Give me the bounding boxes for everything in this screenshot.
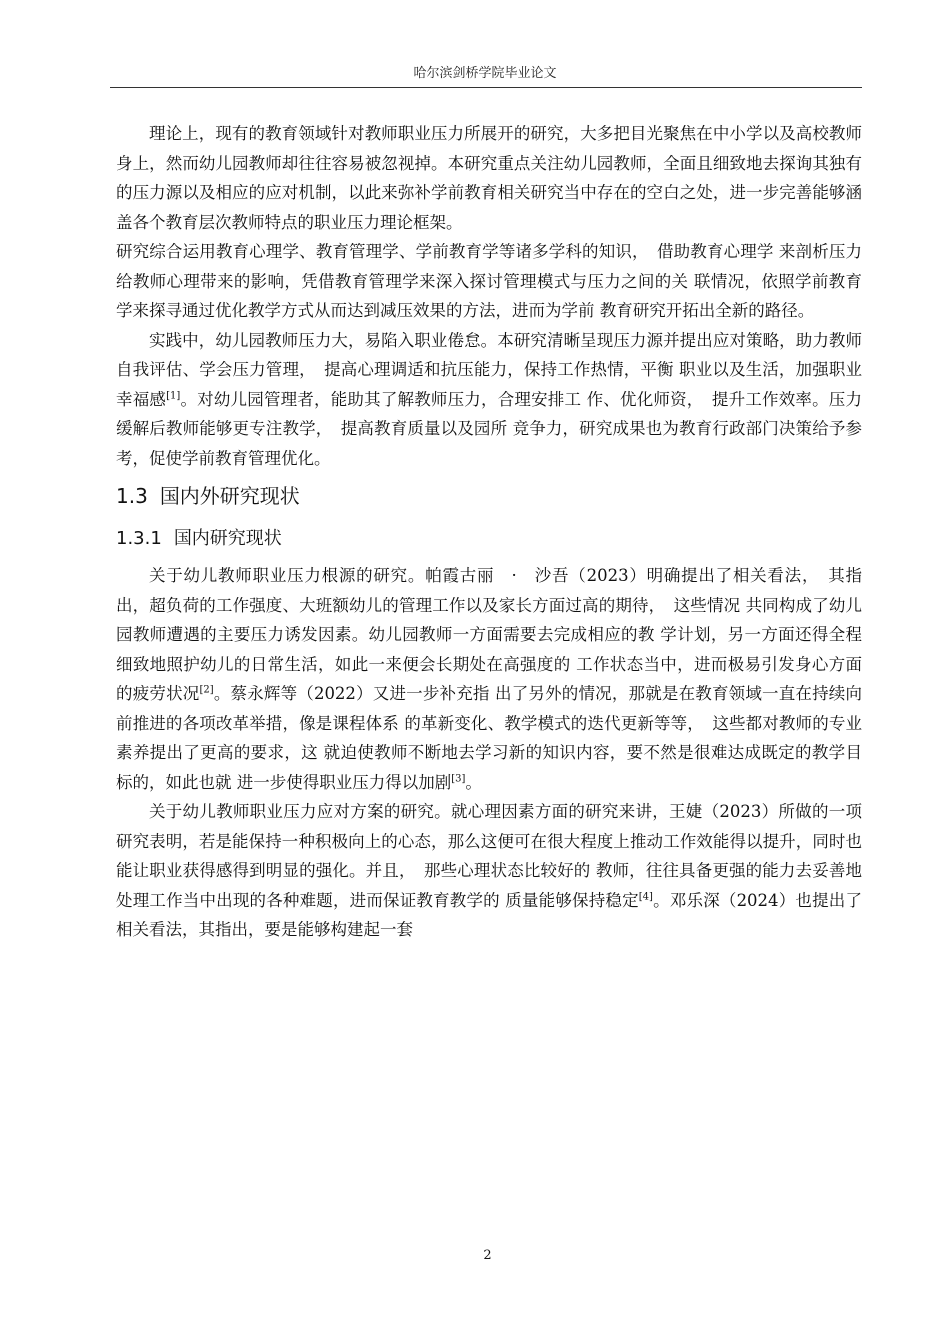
citation-ref: [1] (166, 390, 181, 401)
text-run: 。 (465, 772, 482, 792)
paragraph-interdisciplinary: 研究综合运用教育心理学、教育管理学、学前教育学等诸多学科的知识， 借助教育心理学 来剖析压力给教师心理带来的影响，凭借教育管理学来深入探讨管理模式与压力之间的关 联情况，依照学前教育学来探寻通过优化教学方式从而达到减压效果的方法，进而为学前 教育研究开拓出全新的路径。 (116, 242, 862, 320)
citation-ref: [4] (638, 891, 653, 902)
subsection-title: 国内研究现状 (173, 528, 282, 549)
page-number: 2 (483, 1248, 492, 1263)
paragraph-coping (116, 797, 862, 945)
text-run: 。邓乐深（2024）也提出了相关看法，其指出，要是能够构建起一套 (116, 890, 862, 939)
page-header: 哈尔滨剑桥学院毕业论文 (413, 66, 557, 81)
citation-ref: [2] (199, 684, 214, 696)
paragraph-theory: 理论上，现有的教育领域针对教师职业压力所展开的研究，大多把目光聚焦在中小学以及高校教师身上，然而幼儿园教师却往往容易被忽视掉。本研究重点关注幼儿园教师，全面且细致地去探询其独有的压力源以及相应的应对机制，以此来弥补学前教育相关研究当中存在的空白之处，进一步完善能够涵盖各个教育层次教师特点的职业压力理论框架。 (116, 124, 862, 232)
text-run: 关于幼儿教师职业压力应对方案的研究。就心理因素方面的研究来讲，王婕（2023）所做的一项研究表明，若是能保持一种积极向上的心态，那么这便可在很大程度上推动工作效能得以提升，同时也能让职业获得感得到明显的强化。并且， 那些心理状态比较好的 教师，往往具备更强的能力去妥善地处理工作当中出现的各种难题，进而保证教育教学的 质量能够保持稳定 (116, 802, 862, 910)
text-run: 实践中，幼儿园教师压力大，易陷入职业倦怠。本研究清晰呈现压力源并提出应对策略，助力教师自我评估、学会压力管理， 提高心理调适和抗压能力，保持工作热情，平衡 职业以及生活，加强职业幸福感 (116, 330, 862, 409)
section-number: 1.3 (116, 484, 148, 508)
header-rule (110, 87, 862, 88)
paragraph-stress-sources (116, 561, 862, 797)
paragraph-practice (116, 326, 862, 474)
section-heading (116, 477, 862, 515)
document-body (116, 119, 862, 945)
subsection-number: 1.3.1 (116, 528, 162, 549)
section-title: 国内外研究现状 (159, 484, 300, 508)
text-run: 。蔡永辉等（2022）又进一步补充指 出了另外的情况，那就是在教育领域一直在持续向前推进的各项改革举措，像是课程体系 的革新变化、教学模式的迭代更新等等， 这些都对教师的专业素养提出了更高的要求，这 就迫使教师不断地去学习新的知识内容，要不然是很难达成既定的教学目标的，如此也就 进一步使得职业压力得以加剧 (116, 684, 862, 792)
subsection-heading (116, 521, 862, 557)
text-run: 关于幼儿教师职业压力根源的研究。帕霞古丽 · 沙吾（2023）明确提出了相关看法， 其指出，超负荷的工作强度、大班额幼儿的管理工作以及家长方面过高的期待， 这些情况 共同构成了幼儿园教师遭遇的主要压力诱发因素。幼儿园教师一方面需要去完成相应的教 学计划，另一方面还得全程细致地照护幼儿的日常生活，如此一来便会长期处在高强度的 工作状态当中，进而极易引发身心方面的疲劳状况 (116, 566, 862, 703)
citation-ref: [3] (451, 773, 466, 784)
text-run: 。对幼儿园管理者，能助其了解教师压力，合理安排工 作、优化师资， 提升工作效率。压力缓解后教师能够更专注教学， 提高教育质量以及园所 竞争力，研究成果也为教育行政部门决策给予参考，促使学前教育管理优化。 (116, 389, 863, 468)
